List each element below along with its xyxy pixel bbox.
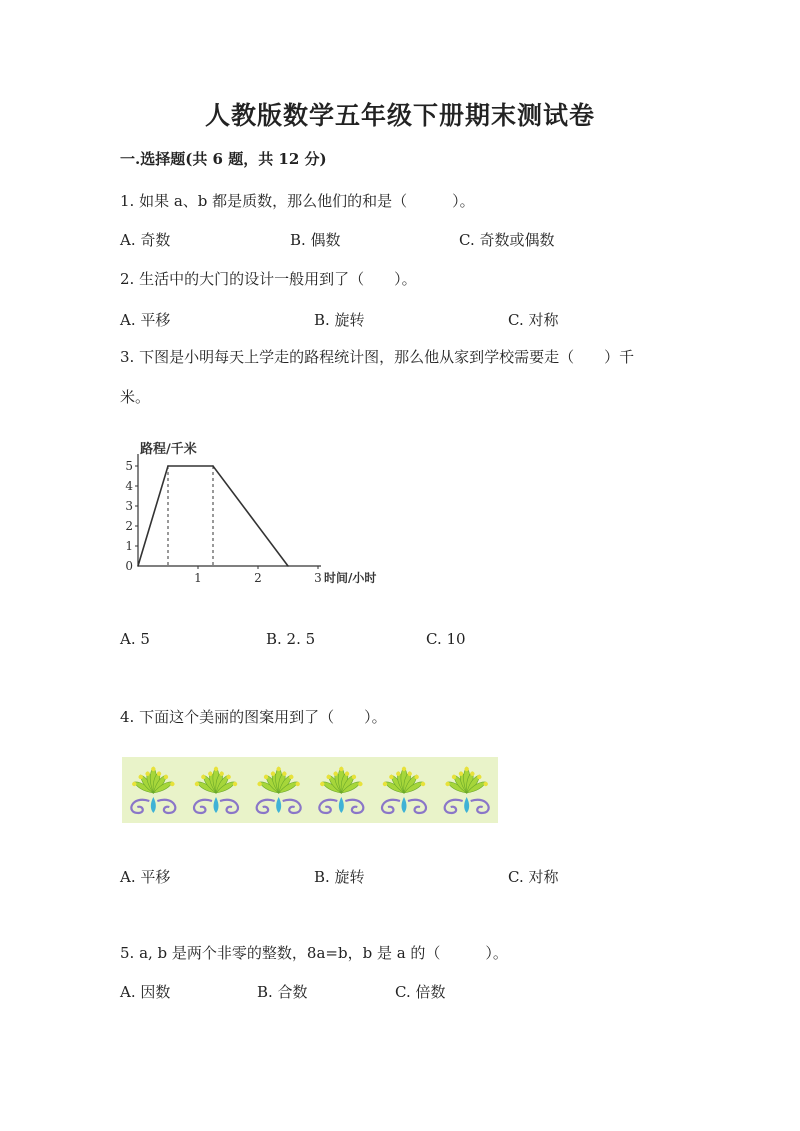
leaf-tip [345,772,349,776]
data-point [212,465,214,467]
leaf-tip [339,767,343,771]
q2-option-c: C. 对称 [508,311,559,329]
x-tick-label: 3 [314,571,322,585]
q5-option-b: B. 合数 [257,983,308,1001]
y-tick-label: 5 [125,459,133,473]
x-tick-label: 1 [194,571,202,585]
leaf-tip [226,775,230,779]
leaf-tip [421,782,425,786]
question-1: 1. 如果 a、b 都是质数，那么他们的和是（ ）。 [120,192,475,210]
q1-option-a: A. 奇数 [120,231,171,249]
leaf-tip [414,775,418,779]
leaf-tip [208,772,212,776]
leaf-tip [132,782,136,786]
leaf-tip [452,775,456,779]
question-5: 5. a, b 是两个非零的整数，8a=b，b 是 a 的（ ）。 [120,944,508,962]
leaf-tip [257,782,261,786]
leaf-tip [327,775,331,779]
q3-option-b: B. 2. 5 [266,630,316,648]
decorative-pattern-image [122,757,498,823]
leaf-tip [219,772,223,776]
y-axis-title: 路程/千米 [140,442,197,457]
leaf-tip [271,772,275,776]
q3-option-c: C. 10 [426,630,466,648]
leaf-tip [195,782,199,786]
q5-option-a: A. 因数 [120,983,171,1001]
leaf-tip [157,772,161,776]
leaf-tip [459,772,463,776]
q4-option-b: B. 旋转 [314,868,365,886]
question-3-continued: 米。 [120,388,151,406]
question-3: 3. 下图是小明每天上学走的路程统计图，那么他从家到学校需要走（ ）千 [120,348,635,366]
data-point [167,465,169,467]
leaf-tip [445,782,449,786]
leaf-tip [396,772,400,776]
leaf-tip [383,782,387,786]
x-tick-label: 2 [254,571,262,585]
q4-option-a: A. 平移 [120,868,171,886]
x-axis-title: 时间/小时 [324,571,377,585]
leaf-tip [320,782,324,786]
y-tick-label: 3 [125,499,133,513]
leaf-tip [170,782,174,786]
leaf-tip [264,775,268,779]
q2-option-a: A. 平移 [120,311,171,329]
leaf-tip [164,775,168,779]
leaf-tip [233,782,237,786]
distance-time-chart [118,436,418,588]
question-4: 4. 下面这个美丽的图案用到了（ ）。 [120,708,387,726]
leaf-tip [145,772,149,776]
data-point [287,565,289,567]
q2-option-b: B. 旋转 [314,311,365,329]
leaf-tip [296,782,300,786]
leaf-tip [402,767,406,771]
leaf-tip [407,772,411,776]
leaf-tip [276,767,280,771]
y-tick-label: 2 [125,519,133,533]
y-tick-label: 1 [125,539,133,553]
pattern-background [122,757,498,823]
section-heading: 一.选择题(共 6 题，共 12 分) [120,150,327,168]
data-point [137,565,139,567]
leaf-tip [470,772,474,776]
leaf-tip [201,775,205,779]
leaf-tip [333,772,337,776]
leaf-tip [464,767,468,771]
q1-option-c: C. 奇数或偶数 [459,231,555,249]
leaf-tip [358,782,362,786]
y-tick-label: 4 [125,479,133,493]
leaf-tip [139,775,143,779]
leaf-tip [282,772,286,776]
leaf-tip [214,767,218,771]
page-title: 人教版数学五年级下册期末测试卷 [204,101,595,130]
leaf-tip [484,782,488,786]
leaf-tip [352,775,356,779]
leaf-tip [151,767,155,771]
origin-label: 0 [125,559,133,573]
question-2: 2. 生活中的大门的设计一般用到了（ ）。 [120,270,417,288]
q1-option-b: B. 偶数 [290,231,341,249]
leaf-tip [289,775,293,779]
q4-option-c: C. 对称 [508,868,559,886]
q3-option-a: A. 5 [120,630,150,648]
leaf-tip [389,775,393,779]
leaf-tip [477,775,481,779]
q5-option-c: C. 倍数 [395,983,446,1001]
